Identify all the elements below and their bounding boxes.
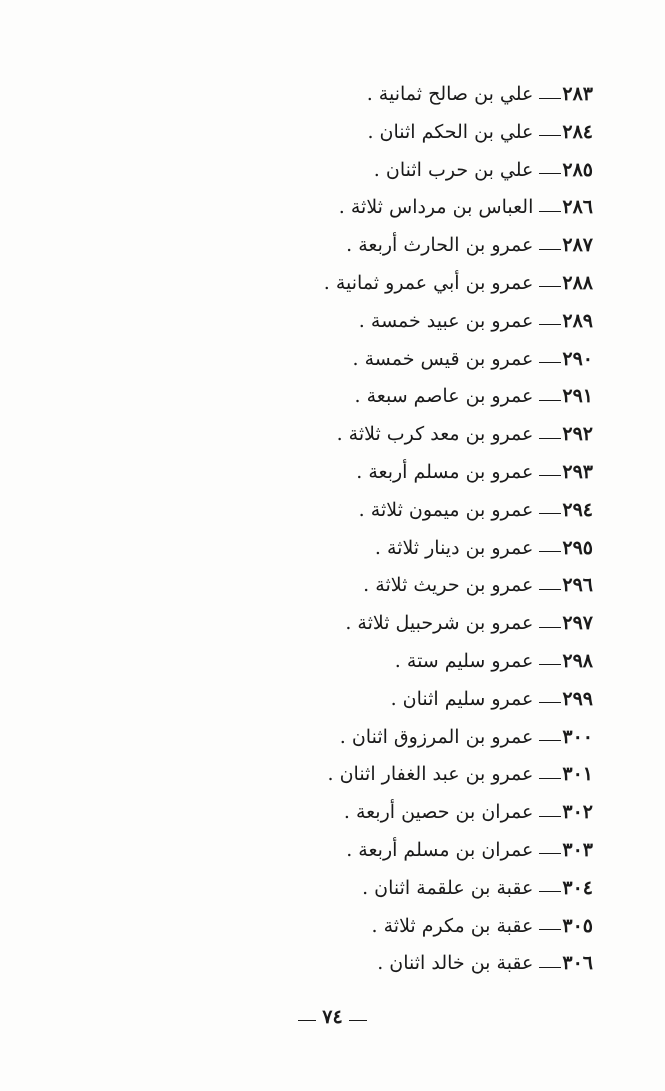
entry-number: ٢٨٨ [562, 271, 593, 294]
entry-number: ٣٠٠ [562, 725, 593, 748]
list-item [273, 416, 593, 454]
entry-number: ٢٩٣ [562, 460, 593, 483]
entry-number: ٢٩٨ [562, 649, 593, 672]
entry-text: عمرو بن عبد الغفار اثنان . [327, 763, 534, 786]
entry-text: عمرو بن أبي عمرو ثمانية . [323, 271, 534, 294]
entry-text: عمرو بن عاصم سبعة . [354, 385, 534, 408]
narrator-list [273, 76, 593, 983]
entry-text: عمرو بن عبيد خمسة . [358, 309, 534, 332]
entry-dash [539, 513, 561, 514]
entry-number: ٢٨٩ [562, 309, 593, 332]
entry-dash [539, 967, 561, 968]
footer-dash-left [298, 1020, 316, 1021]
entry-text: علي بن حرب اثنان . [373, 158, 534, 181]
list-item [273, 870, 593, 908]
entry-dash [539, 98, 561, 99]
entry-text: عمرو بن حريث ثلاثة . [363, 574, 534, 597]
list-item [273, 341, 593, 379]
entry-dash [539, 400, 561, 401]
list-item [273, 719, 593, 757]
entry-text: علي بن صالح ثمانية . [366, 83, 534, 105]
entry-number: ٢٩٦ [562, 574, 593, 597]
entry-number: ٣٠٣ [562, 838, 593, 861]
list-item [273, 756, 593, 794]
entry-dash [539, 286, 561, 287]
list-item [273, 681, 593, 719]
page-number: ٧٤ [322, 1006, 343, 1028]
entry-dash [539, 664, 561, 665]
entry-dash [539, 211, 561, 212]
entry-number: ٣٠١ [562, 763, 593, 786]
list-item [273, 189, 593, 227]
list-item [273, 567, 593, 605]
entry-number: ٢٨٦ [562, 196, 593, 219]
entry-dash [539, 475, 561, 476]
list-item [273, 794, 593, 832]
list-item [273, 265, 593, 303]
entry-text: عقبة بن خالد اثنان . [377, 952, 534, 975]
entry-number: ٢٩٥ [562, 536, 593, 559]
entry-dash [539, 816, 561, 817]
entry-text: عمران بن مسلم أربعة . [346, 838, 534, 861]
entry-text: عمران بن حصين أربعة . [343, 801, 534, 824]
entry-dash [539, 853, 561, 854]
entry-number: ٣٠٤ [562, 876, 593, 899]
entry-dash [539, 589, 561, 590]
entry-number: ٢٨٤ [562, 120, 593, 143]
entry-text: عمرو بن الحارث أربعة . [346, 234, 534, 257]
entry-dash [539, 627, 561, 628]
list-item [273, 832, 593, 870]
list-item [273, 378, 593, 416]
page-footer [0, 1006, 665, 1028]
entry-dash [539, 740, 561, 741]
entry-number: ٢٨٧ [562, 234, 593, 257]
entry-dash [539, 891, 561, 892]
entry-text: عمرو بن ميمون ثلاثة . [358, 498, 534, 521]
entry-text: علي بن الحكم اثنان . [367, 120, 534, 143]
entry-text: عمرو سليم اثنان . [390, 687, 534, 710]
entry-number: ٢٩٢ [562, 423, 593, 446]
list-item [273, 530, 593, 568]
entry-number: ٣٠٥ [562, 914, 593, 937]
entry-dash [539, 778, 561, 779]
entry-number: ٢٨٥ [562, 158, 593, 181]
entry-number: ٢٩٠ [562, 347, 593, 370]
entry-dash [539, 324, 561, 325]
footer-dash-right [349, 1020, 367, 1021]
entry-dash [539, 929, 561, 930]
entry-text: عمرو بن مسلم أربعة . [356, 460, 534, 483]
entry-text: عقبة بن علقمة اثنان . [362, 876, 534, 899]
entry-number: ٢٨٣ [562, 83, 593, 105]
entry-number: ٢٩٧ [562, 612, 593, 635]
entry-number: ٢٩٩ [562, 687, 593, 710]
entry-dash [539, 702, 561, 703]
entry-dash [539, 551, 561, 552]
entry-text: عمرو بن قيس خمسة . [352, 347, 534, 370]
list-item [273, 76, 593, 114]
list-item [273, 227, 593, 265]
entry-text: عمرو سليم ستة . [394, 649, 534, 672]
list-item [273, 454, 593, 492]
entry-number: ٢٩٤ [562, 498, 593, 521]
list-item [273, 492, 593, 530]
entry-dash [539, 173, 561, 174]
list-item [273, 114, 593, 152]
entry-text: عمرو بن معد كرب ثلاثة . [336, 423, 534, 446]
entry-number: ٣٠٦ [562, 952, 593, 975]
list-item [273, 152, 593, 190]
list-item [273, 303, 593, 341]
entry-dash [539, 135, 561, 136]
entry-dash [539, 249, 561, 250]
list-item [273, 945, 593, 983]
entry-dash [539, 362, 561, 363]
entry-text: عمرو بن شرحبيل ثلاثة . [345, 612, 534, 635]
entry-text: العباس بن مرداس ثلاثة . [338, 196, 534, 219]
list-item [273, 908, 593, 946]
entry-number: ٣٠٢ [562, 801, 593, 824]
entry-dash [539, 438, 561, 439]
entry-text: عمرو بن دينار ثلاثة . [374, 536, 534, 559]
entry-text: عمرو بن المرزوق اثنان . [339, 725, 534, 748]
entry-text: عقبة بن مكرم ثلاثة . [371, 914, 534, 937]
list-item [273, 605, 593, 643]
list-item [273, 643, 593, 681]
entry-number: ٢٩١ [562, 385, 593, 408]
